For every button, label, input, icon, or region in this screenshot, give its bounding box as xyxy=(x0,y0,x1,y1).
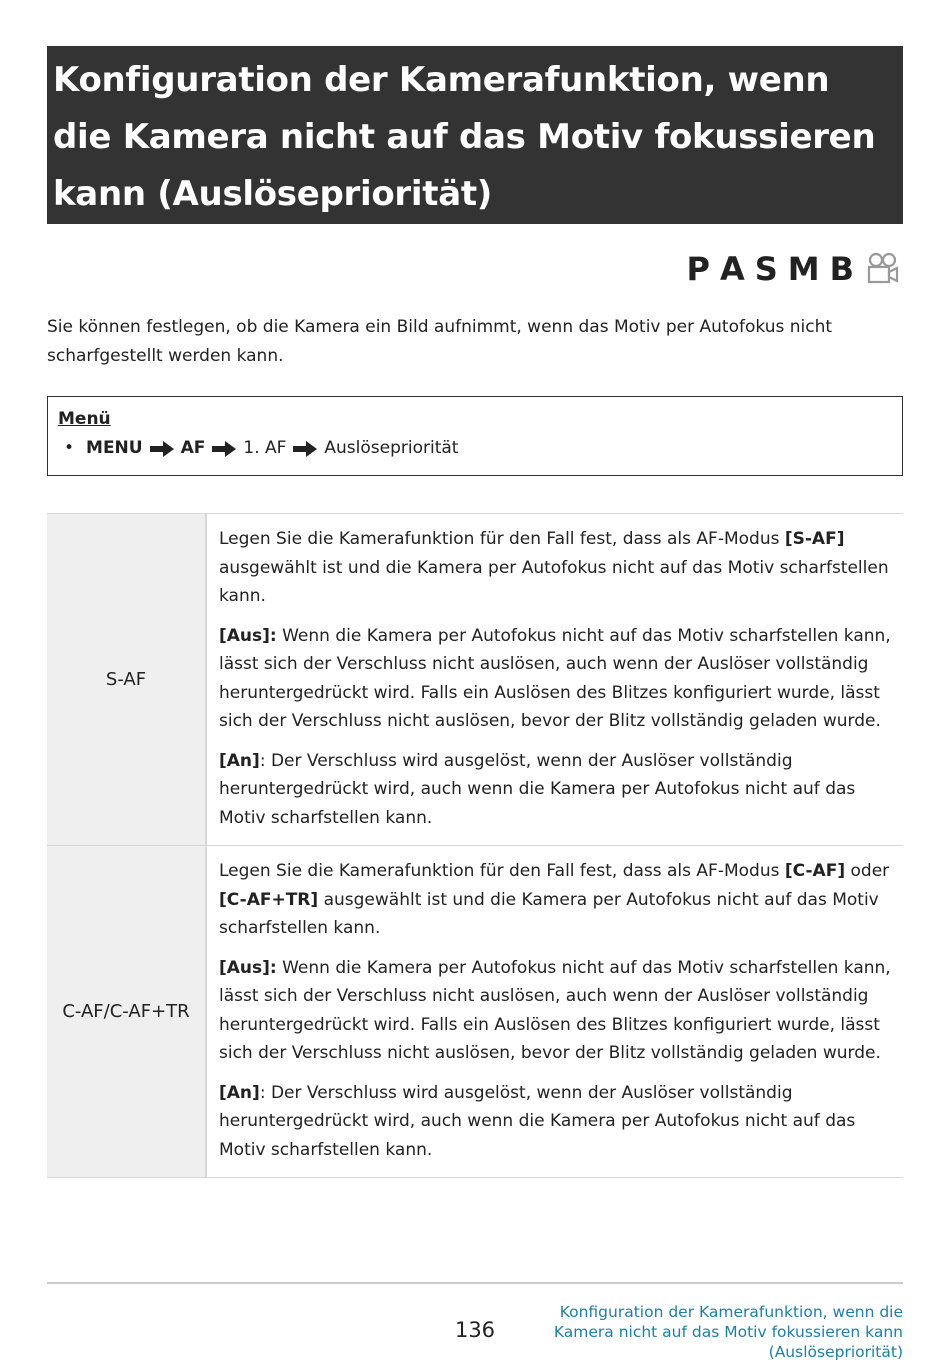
row-intro xyxy=(219,525,891,611)
table-row xyxy=(47,846,903,1178)
option-off-text: Wenn die Kamera per Autofokus nicht auf das Motiv scharfstellen kann, lässt sich der Verschluss nicht auslösen, auch wenn der Auslöser vollständig heruntergedrückt wird. Falls ein Auslösen des Blitzes konfiguriert wurde, lässt sich der Verschluss nicht auslösen, bevor der Blitz vollständig geladen wurde. xyxy=(219,957,891,1063)
footer-divider xyxy=(47,1282,903,1284)
option-on xyxy=(219,1079,891,1165)
movie-camera-icon xyxy=(866,252,900,286)
footer-link-line: Konfiguration der Kamerafunktion, wenn die xyxy=(559,1303,903,1321)
intro-text-part: ausgewählt ist und die Kamera per Autofokus nicht auf das Motiv scharfstellen kann. xyxy=(219,557,889,606)
bullet: • xyxy=(64,438,75,458)
arrow-right-icon xyxy=(211,441,237,457)
footer-link-line: (Auslösepriorität) xyxy=(768,1343,903,1361)
option-off-label: [Aus]: xyxy=(219,957,277,978)
intro-text-part: Legen Sie die Kamerafunktion für den Fall fest, dass als AF-Modus xyxy=(219,861,785,881)
mode-a: A xyxy=(719,250,745,288)
mode-s: S xyxy=(754,250,778,288)
menu-box xyxy=(47,396,903,476)
option-off xyxy=(219,622,891,736)
intro-text: Sie können festlegen, ob die Kamera ein Bild aufnimmt, wenn das Motiv per Autofokus nicht scharfgestellt werden kann. xyxy=(47,317,833,366)
row-description xyxy=(206,846,903,1178)
intro-text-part: ausgewählt ist und die Kamera per Autofokus nicht auf das Motiv scharfstellen kann. xyxy=(219,889,879,938)
menu-heading: Menü xyxy=(58,409,111,429)
shooting-modes xyxy=(687,250,901,288)
option-on xyxy=(219,747,891,833)
mode-m: M xyxy=(787,250,820,288)
table-row xyxy=(47,514,903,846)
mode-b: B xyxy=(829,250,854,288)
option-label: [S-AF] xyxy=(784,529,845,549)
mode-p: P xyxy=(686,250,710,288)
row-key: S-AF xyxy=(47,514,206,846)
intro-text-part: oder xyxy=(845,861,890,881)
option-off xyxy=(219,954,891,1068)
title-bar xyxy=(47,46,903,224)
footer-section-link[interactable] xyxy=(523,1302,903,1362)
intro-text-part: Legen Sie die Kamerafunktion für den Fall fest, dass als AF-Modus xyxy=(219,529,785,549)
menu-path-step-1af: 1. AF xyxy=(243,438,287,458)
menu-path-step-ausloesepriori: Auslösepriorität xyxy=(324,438,459,458)
row-key: C-AF/C-AF+TR xyxy=(47,846,206,1178)
option-label: [C-AF] xyxy=(784,861,846,881)
menu-path xyxy=(58,434,892,463)
menu-path-step-menu: MENU xyxy=(86,438,143,458)
arrow-right-icon xyxy=(149,441,175,457)
option-on-label: [An] xyxy=(219,750,260,771)
footer-link-line: Kamera nicht auf das Motiv fokussieren kann xyxy=(553,1323,903,1341)
option-on-text: : Der Verschluss wird ausgelöst, wenn der Auslöser vollständig heruntergedrückt wird, auch wenn die Kamera per Autofokus nicht auf das Motiv scharfstellen kann. xyxy=(219,1082,856,1160)
page-number: 136 xyxy=(454,1318,496,1342)
option-on-label: [An] xyxy=(219,1082,260,1103)
menu-path-step-af: AF xyxy=(180,438,206,458)
row-description xyxy=(206,514,903,846)
option-off-text: Wenn die Kamera per Autofokus nicht auf das Motiv scharfstellen kann, lässt sich der Verschluss nicht auslösen, auch wenn der Auslöser vollständig heruntergedrückt wird. Falls ein Auslösen des Blitzes konfiguriert wurde, lässt sich der Verschluss nicht auslösen, bevor der Blitz vollständig geladen wurde. xyxy=(219,625,891,731)
option-label: [C-AF+TR] xyxy=(219,889,319,910)
page-title: Konfiguration der Kamerafunktion, wenn die Kamera nicht auf das Motiv fokussieren kann (Auslösepriorität) xyxy=(53,60,876,214)
option-off-label: [Aus]: xyxy=(219,625,277,646)
option-on-text: : Der Verschluss wird ausgelöst, wenn der Auslöser vollständig heruntergedrückt wird, auch wenn die Kamera per Autofokus nicht auf das Motiv scharfstellen kann. xyxy=(219,750,856,828)
row-intro xyxy=(219,857,891,943)
arrow-right-icon xyxy=(292,441,318,457)
settings-table xyxy=(47,513,903,1178)
